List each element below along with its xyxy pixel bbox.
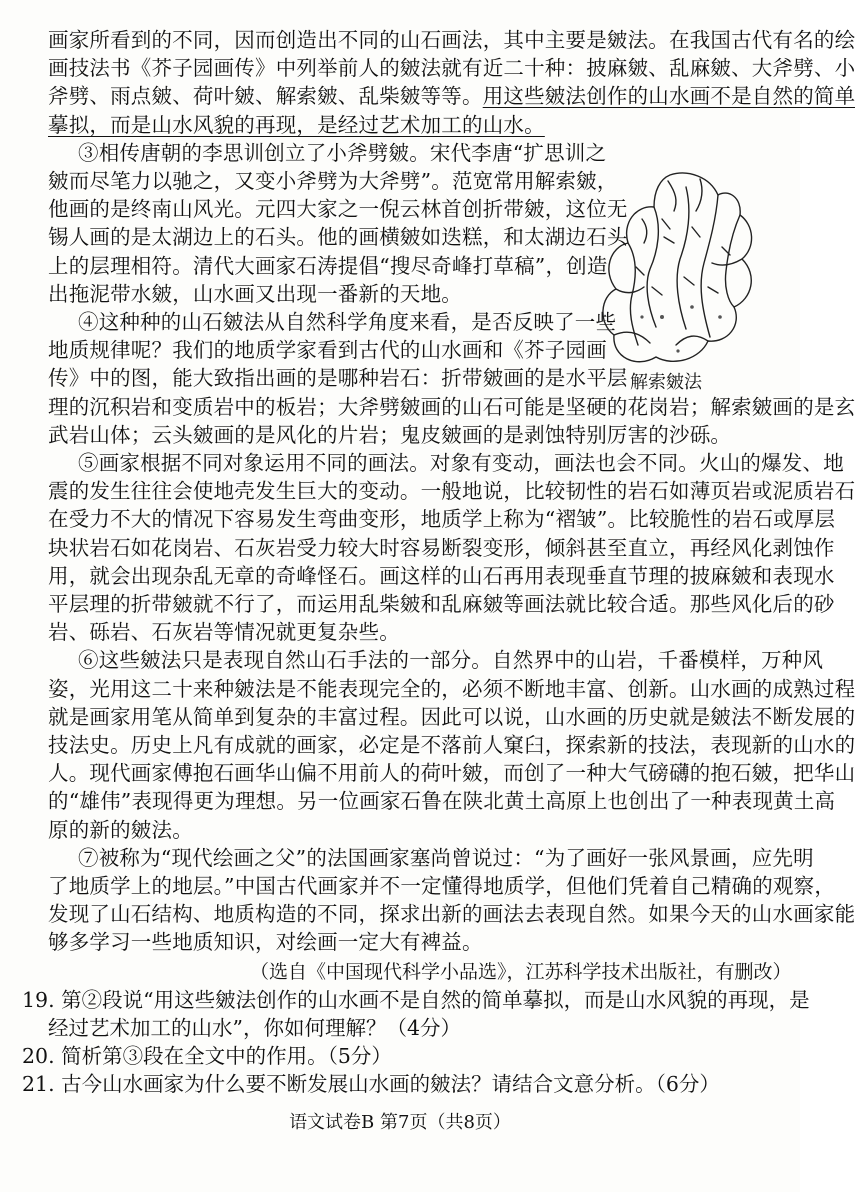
- text-line: 传》中的图，能大致指出画的是哪种岩石：折带皴画的是水平层: [48, 366, 628, 391]
- text-line: 震的发生往往会使地壳发生巨大的变动。一般地说，比较韧性的岩石如薄页岩或泥质岩石: [48, 479, 855, 504]
- text-line: 出拖泥带水皴，山水画又出现一番新的天地。: [48, 281, 462, 306]
- text-line: 在受力不大的情况下容易发生弯曲变形，地质学上称为“褶皱”。比较脆性的岩石或厚层: [48, 507, 836, 532]
- figure-caption: 解索皴法: [630, 372, 702, 394]
- paragraph-7-start: ⑦被称为“现代绘画之父”的法国画家塞尚曾说过：“为了画好一张风景画，应先明: [78, 845, 814, 870]
- text-line: 平层理的折带皴就不行了，而运用乱柴皴和乱麻皴等画法就比较合适。那些风化后的砂: [48, 592, 835, 616]
- text-segment: 斧劈、雨点皴、荷叶皴、解索皴、乱柴皴等等。: [48, 84, 483, 109]
- question-20: 20. 简析第③段在全文中的作用。（5分）: [22, 1044, 392, 1069]
- text-line: 的“雄伟”表现得更为理想。另一位画家石鲁在陕北黄土高原上也创出了一种表现黄土高: [48, 789, 836, 814]
- rock-drawing-icon: [592, 167, 768, 381]
- text-line: 地质规律呢？我们的地质学家看到古代的山水画和《芥子园画: [48, 338, 607, 363]
- text-line: 人。现代画家傅抱石画华山偏不用前人的荷叶皴，而创了一种大气磅礴的抱石皴，把华山: [48, 761, 855, 786]
- text-line: 了地质学上的地层。”中国古代画家并不一定懂得地质学，但他们凭着自己精确的观察，: [48, 874, 836, 898]
- rock-illustration: [592, 167, 768, 403]
- text-line: 就是画家用笔从简单到复杂的丰富过程。因此可以说，山水画的历史就是皴法不断发展的: [48, 704, 855, 729]
- text-line: [48, 82, 855, 110]
- question-19-continued: 经过艺术加工的山水”，你如何理解？（4分）: [48, 1016, 462, 1040]
- text-line: 够多学习一些地质知识，对绘画一定大有裨益。: [48, 930, 483, 955]
- text-line: 画技法书《芥子园画传》中列举前人的皴法就有近二十种：披麻皴、乱麻皴、大斧劈、小: [48, 56, 855, 81]
- source-citation: （选自《中国现代科学小品选》，江苏科学技术出版社，有删改）: [250, 960, 792, 983]
- text-line: 上的层理相符。清代大画家石涛提倡“搜尽奇峰打草稿”，创造: [48, 253, 608, 278]
- text-line: 锡人画的是太湖边上的石头。他的画横皴如迭糕，和太湖边石头: [48, 225, 628, 250]
- paragraph-3-start: ③相传唐朝的李思训创立了小斧劈皴。宋代李唐“扩思训之: [78, 140, 607, 165]
- paragraph-6-start: ⑥这些皴法只是表现自然山石手法的一部分。自然界中的山岩，千番模样，万种风: [78, 648, 824, 673]
- underlined-sentence: 摹拟，而是山水风貌的再现，是经过艺术加工的山水。: [48, 112, 545, 137]
- question-21: 21. 古今山水画家为什么要不断发展山水画的皴法？请结合文意分析。（6分）: [22, 1072, 720, 1097]
- page-footer: 语文试卷B 第7页（共8页）: [289, 1111, 511, 1133]
- text-line: 理的沉积岩和变质岩中的板岩；大斧劈皴画的山石可能是坚硬的花岗岩；解索皴画的是玄: [48, 394, 855, 419]
- paragraph-5-start: ⑤画家根据不同对象运用不同的画法。对象有变动，画法也会不同。火山的爆发、地: [78, 451, 844, 475]
- paragraph-4-start: ④这种种的山石皴法从自然科学角度来看，是否反映了一些: [78, 310, 617, 334]
- text-line: 画家所看到的不同，因而创造出不同的山石画法，其中主要是皴法。在我国古代有名的绘: [48, 28, 855, 52]
- underlined-sentence: 用这些皴法创作的山水画不是自然的简单: [482, 84, 855, 109]
- text-line: 他画的是终南山风光。元四大家之一倪云林首创折带皴，这位无: [48, 197, 628, 222]
- text-line: 岩、砾岩、石灰岩等情况就更复杂些。: [48, 620, 400, 645]
- text-line: 块状岩石如花岗岩、石灰岩受力较大时容易断裂变形，倾斜甚至直立，再经风化剥蚀作: [48, 535, 835, 560]
- text-line: 技法史。历史上凡有成就的画家，必定是不落前人窠臼，探索新的技法，表现新的山水的: [48, 733, 855, 757]
- text-line: 用，就会出现杂乱无章的奇峰怪石。画这样的山石再用表现垂直节理的披麻皴和表现水: [48, 563, 835, 588]
- text-line: 武岩山体；云头皴画的是风化的片岩；鬼皮皴画的是剥蚀特别厉害的沙砾。: [48, 422, 732, 447]
- text-line: 发现了山石结构、地质构造的不同，探求出新的画法去表现自然。如果今天的山水画家能: [48, 902, 855, 927]
- text-line: 皴而尽笔力以驰之，又变小斧劈为大斧劈”。范宽常用解索皴，: [48, 169, 618, 193]
- text-line: 原的新的皴法。: [48, 817, 193, 842]
- question-19: 19. 第②段说“用这些皴法创作的山水画不是自然的简单摹拟，而是山水风貌的再现，是: [22, 987, 810, 1012]
- text-line: 姿，光用这二十来种皴法是不能表现完全的，必须不断地丰富、创新。山水画的成熟过程: [48, 676, 855, 701]
- text-line: [48, 111, 768, 139]
